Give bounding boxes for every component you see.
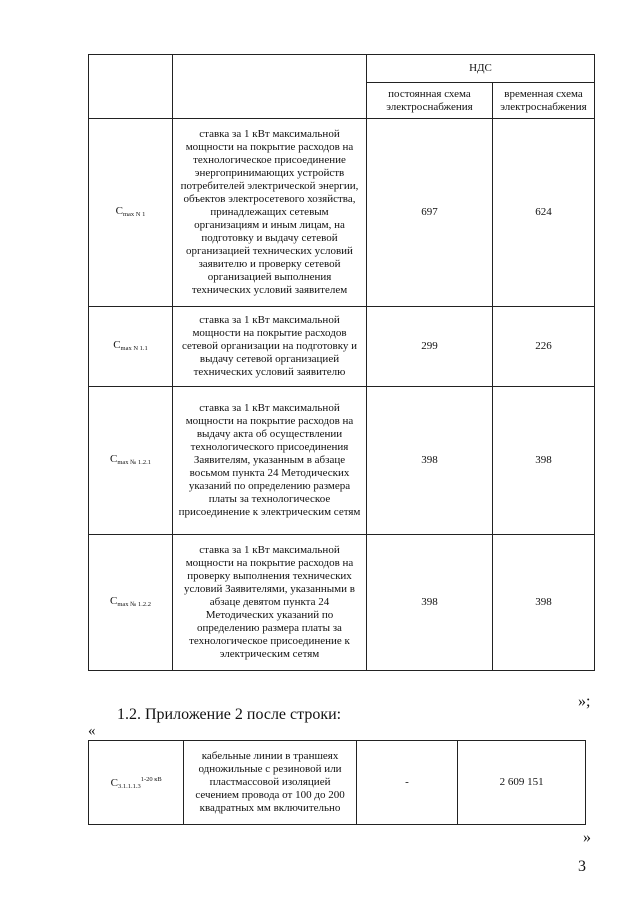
table-row bbox=[89, 307, 595, 387]
table-row bbox=[89, 387, 595, 535]
value-temporary: 398 bbox=[493, 535, 595, 671]
opening-quote: « bbox=[88, 723, 96, 739]
table-row bbox=[89, 741, 586, 825]
subheader-temporary: временная схема электроснабжения bbox=[493, 83, 595, 119]
value-temporary: 226 bbox=[493, 307, 595, 387]
snippet-table bbox=[88, 740, 586, 825]
rate-code: $C_{max N 1.1}$ bbox=[89, 307, 173, 387]
rate-code: $C_{max № 1.2.1}$ bbox=[89, 387, 173, 535]
value-permanent: 299 bbox=[367, 307, 493, 387]
value-temporary: 398 bbox=[493, 387, 595, 535]
closing-quote: »; bbox=[578, 693, 591, 710]
header-empty-code bbox=[89, 55, 173, 119]
rate-description: ставка за 1 кВт максимальной мощности на покрытие расходов на технологическое присоединение энергопринимающих устройств потребителей электрической энергии, объектов электросетевого хозяйства, принадлежащих сетевым организациям и иным лицам, на подготовку и выдачу сетевой организацией технических условий заявителю и проверку сетевой организацией выполнения технических условий заявителем bbox=[173, 119, 367, 307]
table-row bbox=[89, 119, 595, 307]
rate-code: $C_{max N 1}$ bbox=[89, 119, 173, 307]
closing-quote: » bbox=[583, 829, 591, 846]
value-dash: - bbox=[356, 741, 457, 825]
value-permanent: 697 bbox=[367, 119, 493, 307]
value-temporary: 624 bbox=[493, 119, 595, 307]
value-permanent: 398 bbox=[367, 387, 493, 535]
subheader-permanent: постоянная схема электроснабжения bbox=[367, 83, 493, 119]
value-amount: 2 609 151 bbox=[458, 741, 586, 825]
rate-description: ставка за 1 кВт максимальной мощности на покрытие расходов на проверку выполнения технических условий Заявителями, указанными в абзаце девятом пункта 24 Методических указаний по определению размера платы за технологическое присоединение к электрическим сетям bbox=[173, 535, 367, 671]
rate-code: $C_{max № 1.2.2}$ bbox=[89, 535, 173, 671]
rate-description: кабельные линии в траншеях одножильные с резиновой или пластмассовой изоляцией сечением провода от 100 до 200 квадратных мм включительно bbox=[184, 741, 356, 825]
rate-description: ставка за 1 кВт максимальной мощности на покрытие расходов на выдачу акта об осуществлении технологического присоединения Заявителям, указанным в абзаце восьмом пункта 24 Методических указаний по определению размера платы за технологическое присоединение к электрическим сетям bbox=[173, 387, 367, 535]
value-permanent: 398 bbox=[367, 535, 493, 671]
header-vat: НДС bbox=[367, 55, 595, 83]
section-heading: 1.2. Приложение 2 после строки: bbox=[117, 706, 342, 723]
rate-description: ставка за 1 кВт максимальной мощности на покрытие расходов сетевой организации на подготовку и выдачу сетевой организацией технических условий заявителю bbox=[173, 307, 367, 387]
rate-code: $C_{3.1.1.1.3}^{1-20 кВ}$ bbox=[89, 741, 184, 825]
header-row bbox=[89, 55, 595, 83]
table-row bbox=[89, 535, 595, 671]
page-number: 3 bbox=[578, 858, 586, 875]
header-empty-desc bbox=[173, 55, 367, 119]
tariff-table bbox=[88, 54, 595, 671]
